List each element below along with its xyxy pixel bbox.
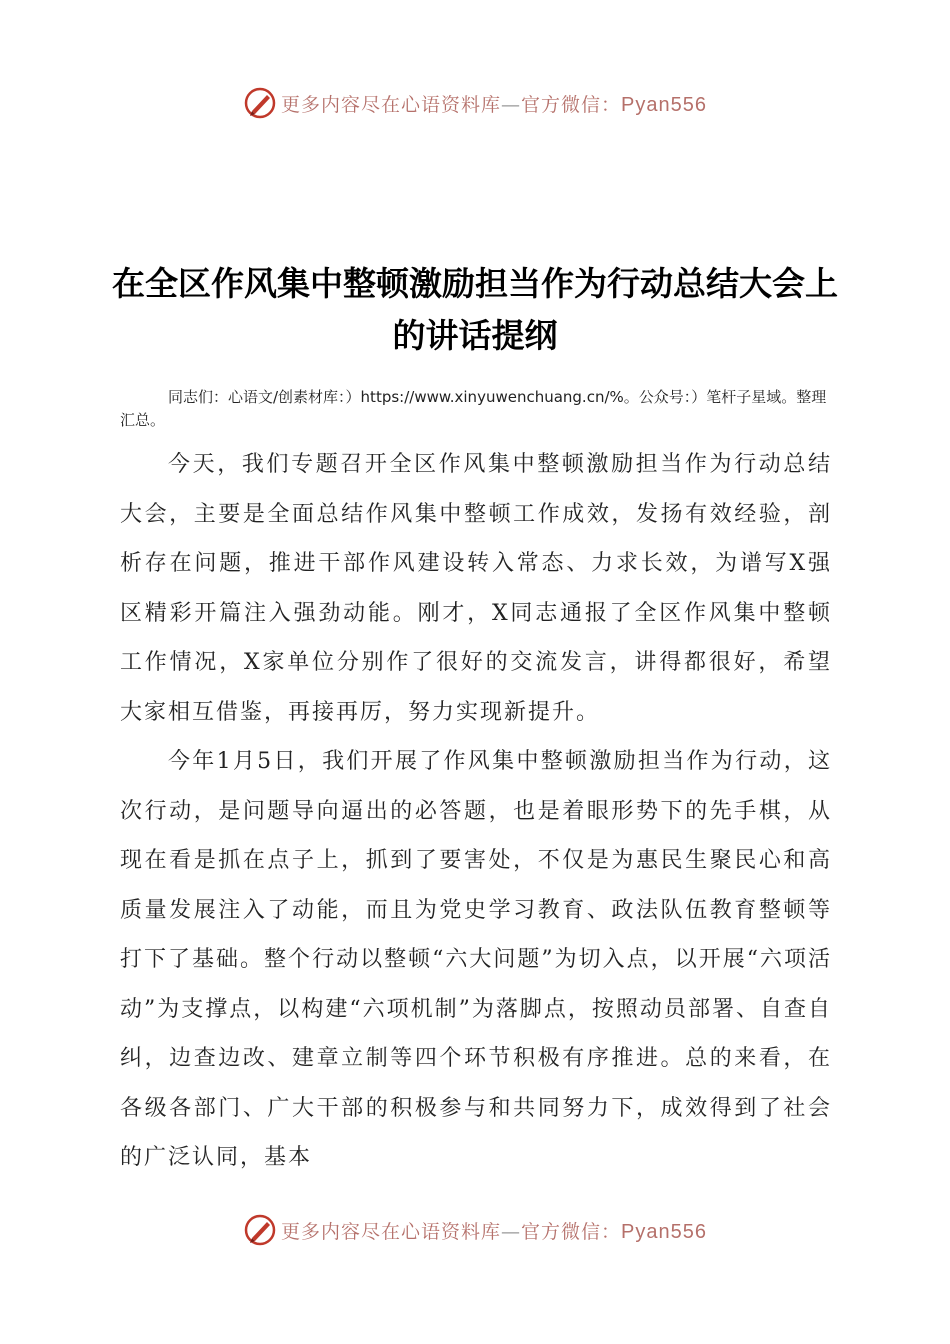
banner-main: 更多内容尽在心语资料库	[281, 1220, 502, 1243]
pen-logo-icon	[243, 86, 277, 120]
banner-dash: —	[501, 93, 522, 116]
banner-text	[281, 90, 707, 117]
banner-wechat-id: Pyan556	[621, 1220, 707, 1243]
document-title: 在全区作风集中整顿激励担当作为行动总结大会上的讲话提纲	[112, 264, 838, 355]
banner-official: 官方微信：	[521, 1220, 622, 1243]
banner-text	[281, 1217, 707, 1244]
banner-official: 官方微信：	[521, 93, 622, 116]
footer-watermark-banner	[0, 1210, 950, 1250]
pen-logo-icon	[243, 1213, 277, 1247]
banner-dash: —	[501, 1220, 522, 1243]
body-paragraph-1: 今天，我们专题召开全区作风集中整顿激励担当作为行动总结大会，主要是全面总结作风集中整顿工作成效，发扬有效经验，剖析存在问题，推进干部作风建设转入常态、力求长效，为谱写X强区精彩开篇注入强劲动能。刚才，X同志通报了全区作风集中整顿工作情况，X家单位分别作了很好的交流发言，讲得都很好，希望大家相互借鉴，再接再厉，努力实现新提升。	[120, 452, 832, 725]
banner-main: 更多内容尽在心语资料库	[281, 93, 502, 116]
banner-wechat-id: Pyan556	[621, 93, 707, 116]
body-paragraph-2: 今年1月5日，我们开展了作风集中整顿激励担当作为行动，这次行动，是问题导向逼出的必答题，也是着眼形势下的先手棋，从现在看是抓在点子上，抓到了要害处，不仅是为惠民生聚民心和高质量发展注入了动能，而且为党史学习教育、政法队伍教育整顿等打下了基础。整个行动以整顿“六大问题”为切入点，以开展“六项活动”为支撑点，以构建“六项机制”为落脚点，按照动员部署、自查自纠，边查边改、建章立制等四个环节积极有序推进。总的来看，在各级各部门、广大干部的积极参与和共同努力下，成效得到了社会的广泛认同，基本	[120, 749, 832, 1170]
header-watermark-banner	[0, 83, 950, 123]
document-intro: 同志们：心语文/创素材库：）https://www.xinyuwenchuang.cn/%。公众号：）笔杆子星域。整理汇总。	[120, 388, 827, 429]
